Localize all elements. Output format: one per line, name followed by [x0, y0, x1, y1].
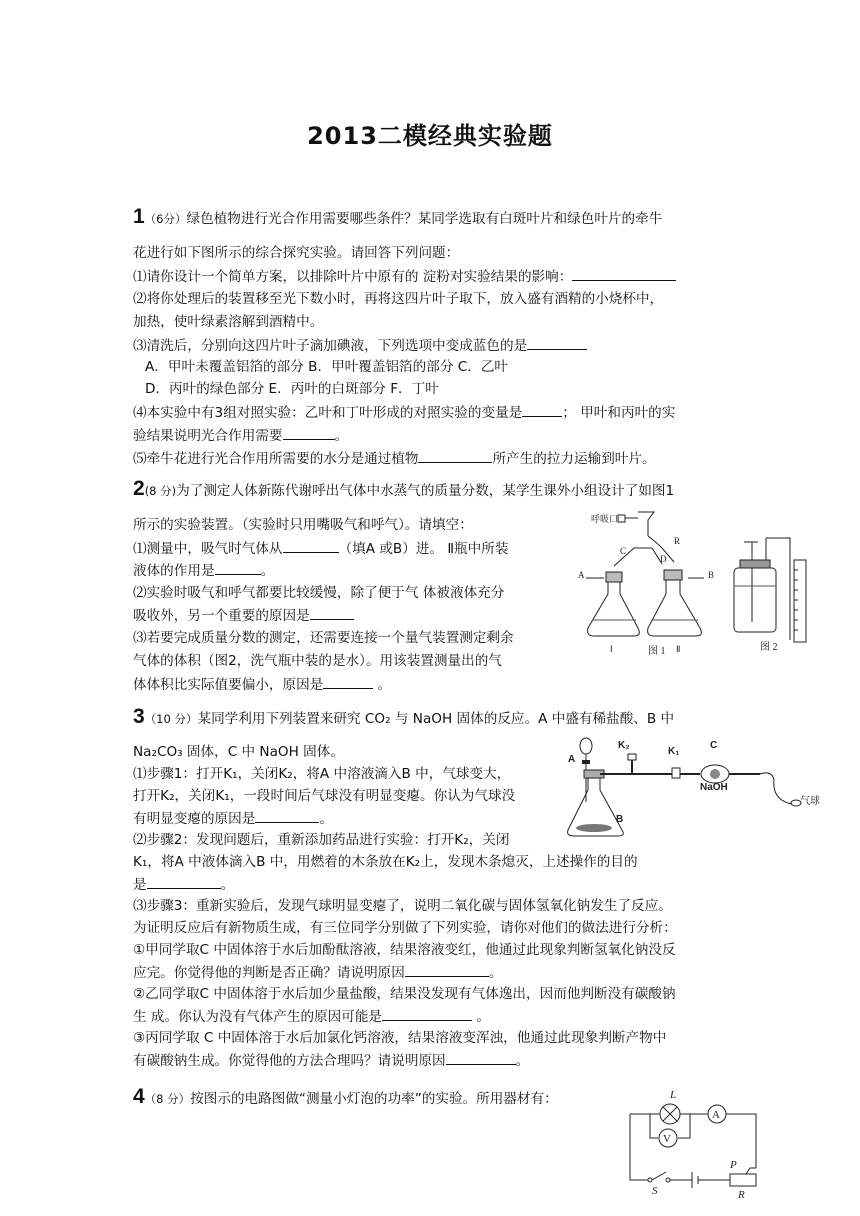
q1-stem-a: 绿色植物进行光合作用需要哪些条件？某同学选取有白斑叶片和绿色叶片的牵牛 [186, 211, 663, 227]
slider-p-label: P [730, 1159, 737, 1171]
q3-step1b: 打开K₂，关闭K₁，一段时间后气球没有明显变瘪。你认为气球没 [133, 788, 516, 804]
q2-blank-3[interactable] [310, 606, 354, 620]
q3-step2c: 是 。 [133, 877, 235, 893]
q1-part4b: 验结果说明光合作用需要 。 [133, 428, 349, 444]
q2-blank-1[interactable] [283, 539, 339, 553]
page-title: 2013二模经典实验题 [307, 122, 553, 150]
fig1-label-d: D [660, 554, 667, 564]
fig3-label-k2: K₂ [618, 740, 630, 751]
q3-stem-line-1 [133, 705, 675, 728]
fig1-label-c: C [620, 546, 627, 556]
voltmeter-label: V [663, 1133, 671, 1145]
circuit-lamp-label: L [670, 1089, 677, 1101]
fig1-label-r: R [674, 536, 681, 546]
q1-part5: ⑸牵牛花进行光合作用所需要的水分是通过植物 所产生的拉力运输到叶片。 [133, 451, 656, 467]
q3-blank-3[interactable] [405, 963, 489, 977]
fig1-label-a: A [578, 570, 585, 580]
fig3-label-naoh: NaOH [700, 782, 728, 793]
q2-stem-b: 所示的实验装置。（实验时只用嘴吸气和呼气）。请填空： [133, 517, 473, 533]
switch-label: S [652, 1185, 658, 1197]
q3-blank-1[interactable] [255, 809, 319, 823]
q3-stem-b: Na₂CO₃ 固体，C 中 NaOH 固体。 [133, 744, 344, 760]
q1-blank-5[interactable] [418, 449, 492, 463]
q2-part3a: ⑶若要完成质量分数的测定，还需要连接一个量气装置测定剩余 [133, 630, 514, 646]
q2-stem-a: 为了测定人体新陈代谢呼出气体中水蒸气的质量分数，某学生课外小组设计了如图1 [176, 483, 675, 499]
q1-blank-3[interactable] [522, 403, 562, 417]
q3-step3b: 为证明反应后有新物质生成，有三位同学分别做了下列实验，请你对他们的做法进行分析： [133, 920, 677, 936]
q1-score: （6分） [144, 212, 187, 226]
q3-apparatus-figure [560, 730, 820, 842]
q2-figure-1 [576, 508, 732, 660]
q2-part2b: 吸收外，另一个重要的原因是 [133, 606, 354, 625]
mouthpiece-label: 呼吸口 [591, 514, 619, 524]
q3-step1c: 有明显变瘪的原因是 。 [133, 811, 333, 827]
fig3-label-a: A [568, 754, 576, 765]
q4-stem-line [133, 1085, 558, 1108]
q4-score: （8 分） [144, 1092, 191, 1106]
q1-part3: ⑶清洗后，分别向这四片叶子滴加碘液，下列选项中变成蓝色的是 [133, 336, 587, 355]
q1-options-1: A．甲叶未覆盖铝箔的部分 B．甲叶覆盖铝箔的部分 C．乙叶 [145, 359, 509, 375]
q4-circuit-figure [622, 1088, 770, 1198]
q1-part2a: ⑵将你处理后的装置移至光下数小时，再将这四片叶子取下，放入盛有酒精的小烧杯中， [133, 291, 664, 307]
q3-step2a: ⑵步骤2：发现问题后，重新添加药品进行实验：打开K₂，关闭 [133, 832, 510, 848]
q3-step3d: 应完。你觉得他的判断是否正确？请说明原因 。 [133, 965, 503, 981]
q2-number: 2 [133, 477, 145, 500]
bottle-ii-label: Ⅱ [676, 644, 681, 654]
q2-part3c: 体体积比实际值要偏小，原因是 。 [133, 677, 392, 693]
q3-step3e: ②乙同学取C 中固体溶于水后加少量盐酸，结果没发现有气体逸出，因而他判断没有碳酸钠 [133, 986, 676, 1002]
bottle-i-label: Ⅰ [610, 644, 613, 654]
q1-stem-line-1 [133, 205, 663, 228]
q1-part1: ⑴请你设计一个简单方案，以排除叶片中原有的 淀粉对实验结果的影响： [133, 267, 676, 286]
q1-number: 1 [133, 205, 145, 228]
q3-number: 3 [133, 705, 145, 728]
q2-part1b: 液体的作用是 。 [133, 563, 275, 579]
q4-stem: 按图示的电路图做“测量小灯泡的功率”的实验。所用器材有： [190, 1091, 558, 1107]
q3-stem-a: 某同学利用下列装置来研究 CO₂ 与 NaOH 固体的反应。A 中盛有稀盐酸、B 中 [197, 711, 675, 727]
q3-step3h: 有碳酸钠生成。你觉得他的方法合理吗？请说明原因 。 [133, 1053, 530, 1069]
q3-step3a: ⑶步骤3：重新实验后，发现气球明显变瘪了，说明二氧化碳与固体氢氧化钠发生了反应。 [133, 898, 672, 914]
q1-blank-1[interactable] [572, 267, 676, 281]
q2-figure-2 [722, 530, 822, 654]
q3-blank-2[interactable] [147, 875, 221, 889]
q1-options-2: D．丙叶的绿色部分 E．丙叶的白斑部分 F．丁叶 [145, 381, 439, 397]
q3-step3f: 生 成。你认为没有气体产生的原因可能是 。 [133, 1009, 490, 1025]
q2-blank-4[interactable] [323, 675, 373, 689]
q1-part4a: ⑷本实验中有3组对照实验：乙叶和丁叶形成的对照实验的变量是 ； 甲叶和丙叶的实 [133, 405, 676, 421]
q1-blank-2[interactable] [527, 336, 587, 350]
q3-step3g: ③丙同学取 C 中固体溶于水后加氯化钙溶液，结果溶液变浑浊，他通过此现象判断产物中 [133, 1030, 667, 1046]
q1-part2b: 加热，使叶绿素溶解到酒精中。 [133, 314, 324, 330]
q1-blank-4[interactable] [283, 426, 335, 440]
fig3-label-balloon: 气球 [800, 796, 820, 807]
q3-step1a: ⑴步骤1：打开K₁，关闭K₂，将A 中溶液滴入B 中，气球变大， [133, 766, 511, 782]
q3-blank-5[interactable] [446, 1051, 516, 1065]
fig3-label-c: C [710, 740, 718, 751]
figure-1-caption: 图 1 [648, 646, 666, 657]
ammeter-label: A [712, 1109, 720, 1121]
q2-blank-2[interactable] [215, 561, 261, 575]
fig3-label-b: B [616, 814, 624, 825]
rheostat-label: R [738, 1189, 745, 1198]
figure-2-caption: 图 2 [760, 642, 778, 653]
q3-step2b: K₁，将A 中液体滴入B 中，用燃着的木条放在K₂上，发现木条熄灭，上述操作的目的 [133, 854, 638, 870]
q2-score: (8 分) [144, 484, 177, 498]
fig1-label-b: B [708, 570, 715, 580]
q2-part3b: 气体的体积（图2，洗气瓶中装的是水）。用该装置测量出的气 [133, 653, 502, 669]
q2-part2a: ⑵实验时吸气和呼气都要比较缓慢，除了便于气 体被液体充分 [133, 585, 505, 601]
q2-stem-line-1 [133, 477, 675, 500]
q2-part1a: ⑴测量中，吸气时气体从 （填A 或B）进。 Ⅱ瓶中所装 [133, 541, 509, 557]
q1-stem-b: 花进行如下图所示的综合探究实验。请回答下列问题： [133, 245, 460, 261]
q3-score: （10 分） [144, 712, 198, 726]
fig3-label-k1: K₁ [668, 746, 680, 757]
q3-step3c: ①甲同学取C 中固体溶于水后加酚酞溶液，结果溶液变红，他通过此现象判断氢氧化钠没反 [133, 942, 676, 958]
q4-number: 4 [133, 1085, 145, 1108]
q3-blank-4[interactable] [382, 1007, 472, 1021]
